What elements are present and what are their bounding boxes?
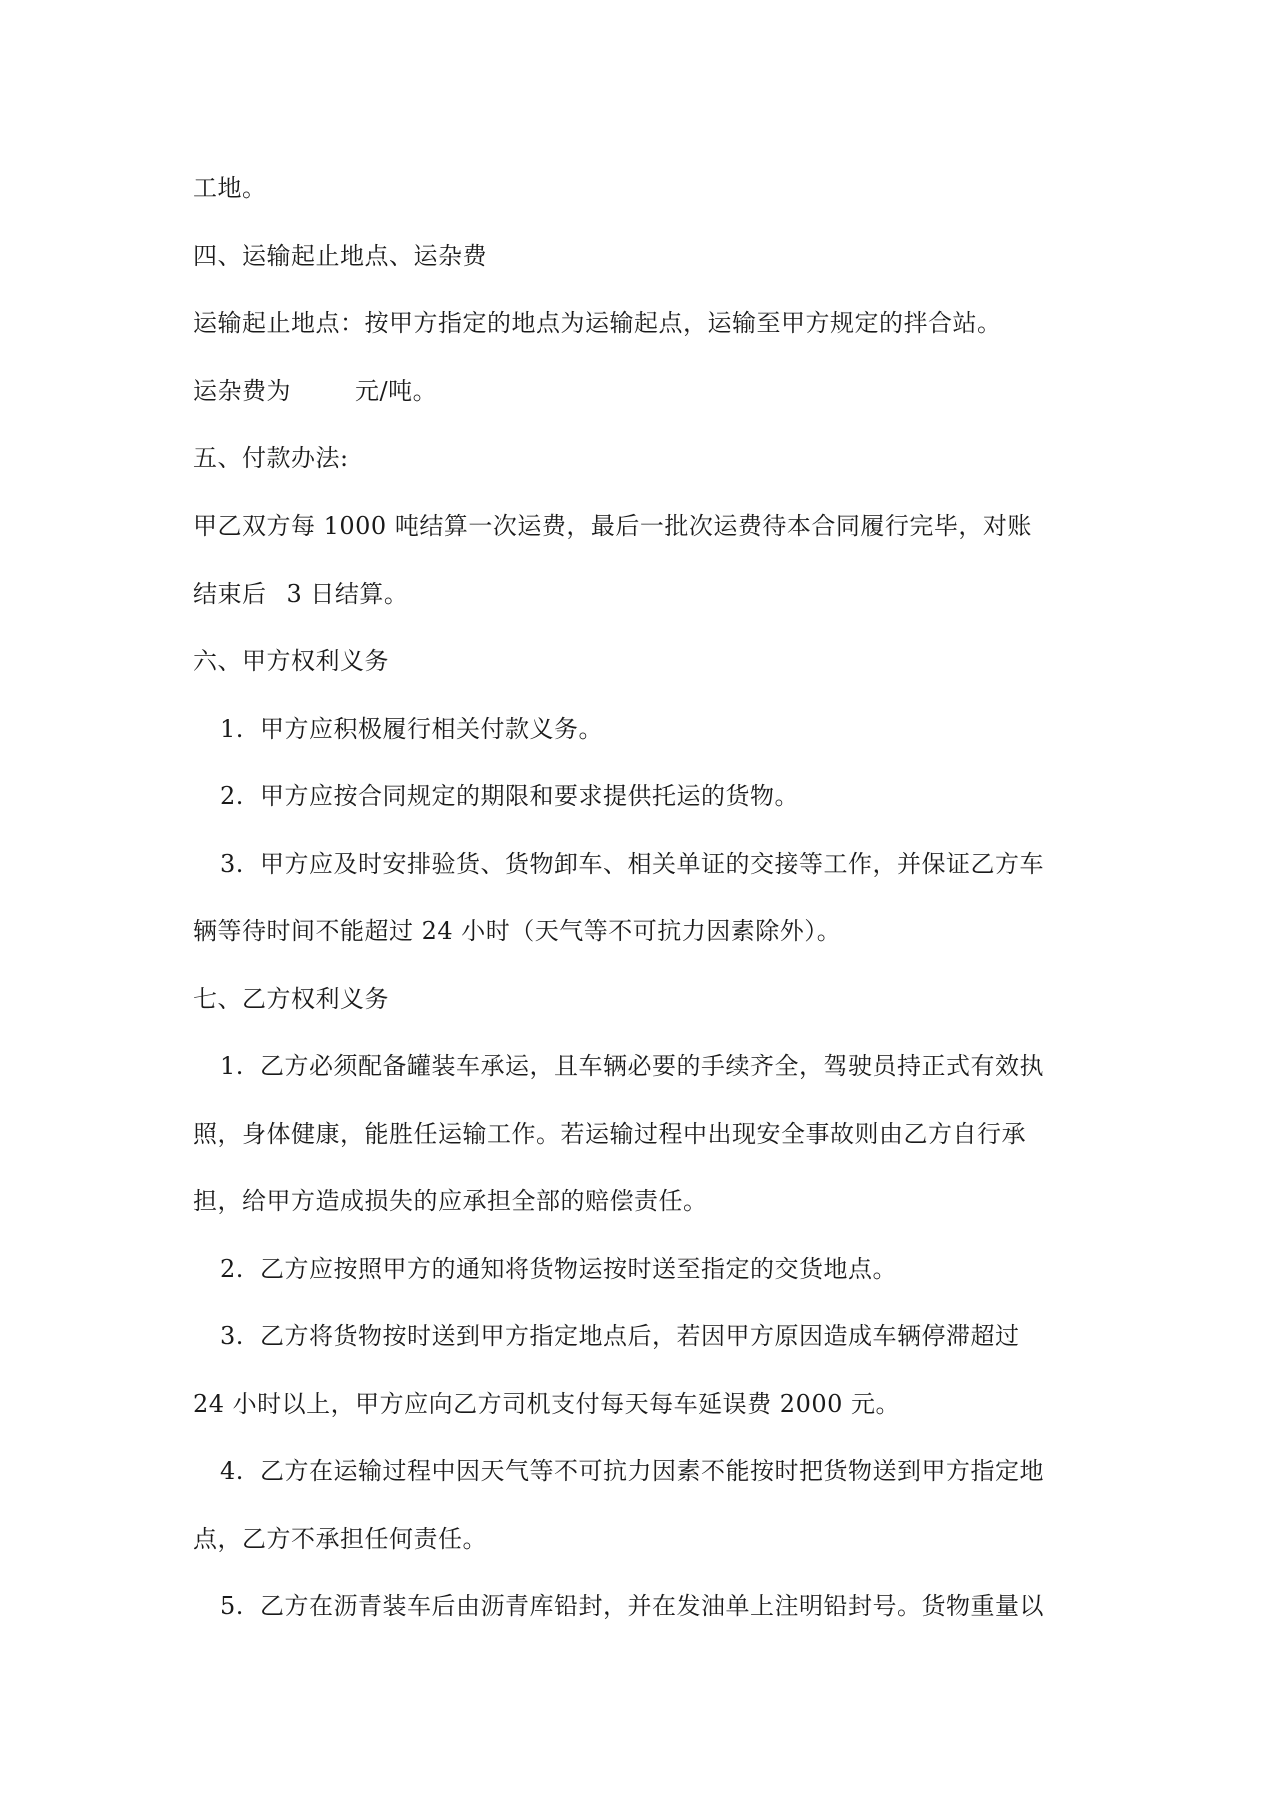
list-text: 甲方应及时安排验货、货物卸车、相关单证的交接等工作，并保证乙方车 bbox=[260, 850, 1044, 878]
text-segment: 3 日结算。 bbox=[286, 580, 409, 608]
fee-label: 运杂费为 bbox=[193, 377, 291, 405]
section-heading-4: 四、运输起止地点、运杂费 bbox=[193, 242, 487, 270]
list-number: 2. bbox=[220, 1255, 244, 1283]
text-line: 运输起止地点：按甲方指定的地点为运输起点，运输至甲方规定的拌合站。 bbox=[193, 309, 1002, 337]
text-segment: 结束后 bbox=[193, 580, 267, 608]
list-item bbox=[220, 1050, 1044, 1082]
list-item bbox=[220, 780, 799, 812]
text-line: 工地。 bbox=[193, 174, 267, 202]
text-line bbox=[193, 375, 437, 407]
list-item bbox=[220, 1590, 1044, 1622]
list-number: 1. bbox=[220, 1052, 244, 1080]
list-text: 乙方在运输过程中因天气等不可抗力因素不能按时把货物送到甲方指定地 bbox=[260, 1457, 1044, 1485]
list-text: 乙方将货物按时送到甲方指定地点后，若因甲方原因造成车辆停滞超过 bbox=[260, 1322, 1020, 1350]
list-number: 3. bbox=[220, 850, 244, 878]
text-line: 担，给甲方造成损失的应承担全部的赔偿责任。 bbox=[193, 1187, 708, 1215]
section-heading-6: 六、甲方权利义务 bbox=[193, 647, 389, 675]
list-item bbox=[220, 713, 603, 745]
list-number: 1. bbox=[220, 715, 244, 743]
text-line: 辆等待时间不能超过 24 小时（天气等不可抗力因素除外）。 bbox=[193, 917, 842, 945]
list-item bbox=[220, 848, 1044, 880]
text-line: 甲乙双方每 1000 吨结算一次运费，最后一批次运费待本合同履行完毕，对账 bbox=[193, 512, 1032, 540]
list-text: 乙方应按照甲方的通知将货物运按时送至指定的交货地点。 bbox=[260, 1255, 897, 1283]
fee-unit: 元/吨。 bbox=[355, 377, 438, 405]
list-number: 5. bbox=[220, 1592, 244, 1620]
section-heading-5: 五、付款办法: bbox=[193, 444, 349, 472]
list-text: 乙方在沥青装车后由沥青库铅封，并在发油单上注明铅封号。货物重量以 bbox=[260, 1592, 1044, 1620]
list-number: 4. bbox=[220, 1457, 244, 1485]
list-item bbox=[220, 1455, 1044, 1487]
list-item bbox=[220, 1320, 1020, 1352]
text-line: 照，身体健康，能胜任运输工作。若运输过程中出现安全事故则由乙方自行承 bbox=[193, 1120, 1026, 1148]
text-line bbox=[193, 578, 408, 610]
section-heading-7: 七、乙方权利义务 bbox=[193, 985, 389, 1013]
list-text: 甲方应积极履行相关付款义务。 bbox=[260, 715, 603, 743]
list-number: 3. bbox=[220, 1322, 244, 1350]
text-line: 点，乙方不承担任何责任。 bbox=[193, 1525, 487, 1553]
text-line: 24 小时以上，甲方应向乙方司机支付每天每车延误费 2000 元。 bbox=[193, 1390, 901, 1418]
list-text: 乙方必须配备罐装车承运，且车辆必要的手续齐全，驾驶员持正式有效执 bbox=[260, 1052, 1044, 1080]
list-item bbox=[220, 1253, 897, 1285]
list-number: 2. bbox=[220, 782, 244, 810]
list-text: 甲方应按合同规定的期限和要求提供托运的货物。 bbox=[260, 782, 799, 810]
